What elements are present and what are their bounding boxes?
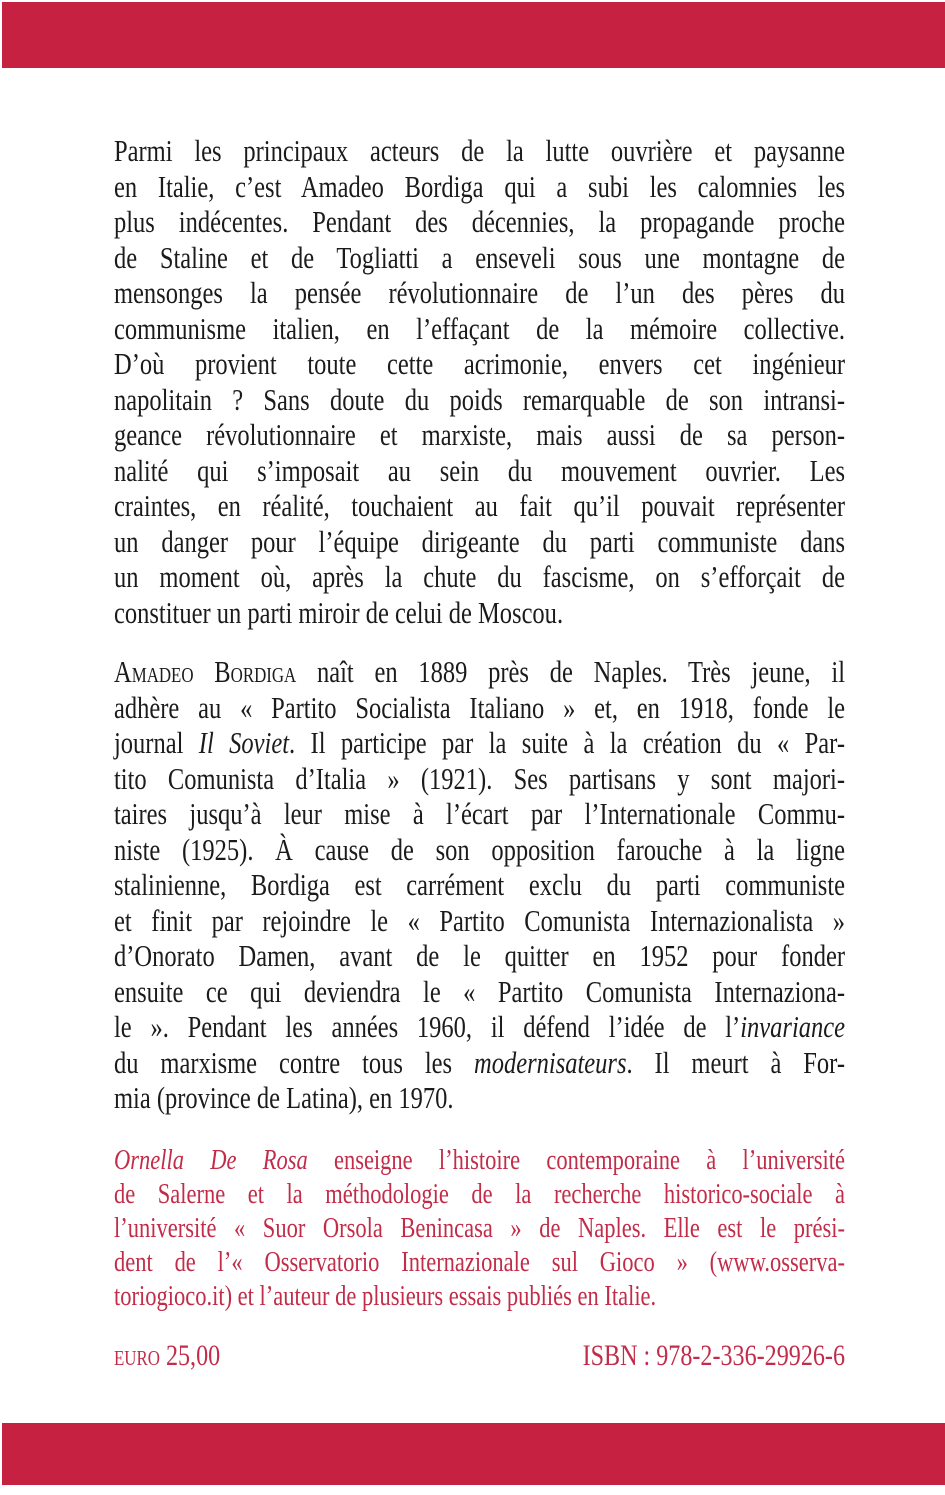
text-segment: Il Soviet — [198, 726, 290, 760]
text-line — [114, 1178, 845, 1212]
top-red-band — [2, 2, 945, 68]
price-value: 25,00 — [159, 1338, 221, 1372]
text-segment: modernisateurs — [474, 1045, 627, 1080]
text-segment: toriogioco.it) et l’auteur de plusieurs essais publiés en Italie. — [114, 1280, 657, 1312]
paragraph-list — [114, 134, 845, 1314]
text-line — [114, 1144, 845, 1178]
text-line — [114, 418, 845, 454]
text-line — [114, 347, 845, 383]
text-segment: geance révolutionnaire et marxiste, mais aussi de sa person- — [114, 418, 846, 452]
text-line — [114, 241, 845, 277]
text-line — [114, 454, 845, 490]
text-segment: . Il meurt à For- — [626, 1045, 846, 1080]
text-line — [114, 655, 845, 691]
text-segment: D’où provient toute cette acrimonie, envers cet ingénieur — [114, 347, 846, 381]
text-segment: dent de l’« Osservatorio Internazionale sul Gioco » (www.osserva- — [114, 1246, 846, 1278]
text-segment: . Il participe par la suite à la création du « Par- — [289, 726, 845, 760]
text-line — [114, 1246, 845, 1280]
text-line — [114, 489, 845, 525]
text-segment: napolitain ? Sans doute du poids remarquable de son intransi- — [114, 382, 846, 417]
text-segment: constituer un parti miroir de celui de Moscou. — [114, 595, 564, 630]
text-line — [114, 560, 845, 596]
text-line — [114, 596, 845, 632]
text-line — [114, 1212, 845, 1246]
text-line — [114, 1010, 845, 1046]
text-line — [114, 1046, 845, 1082]
text-segment: mensonges la pensée révolutionnaire de l’un des pères du — [114, 276, 846, 310]
text-segment: communisme italien, en l’effaçant de la mémoire collective. — [114, 311, 846, 346]
text-segment: enseigne l’histoire contemporaine à l’université — [307, 1144, 845, 1176]
text-segment: mia (province de Latina), en 1970. — [114, 1081, 454, 1115]
text-line — [114, 525, 845, 561]
text-segment: adhère au « Partito Socialista Italiano » et, en 1918, fonde le — [114, 690, 846, 725]
price-currency-label: euro — [114, 1338, 160, 1372]
text-segment: un danger pour l’équipe dirigeante du parti communiste dans — [114, 524, 846, 559]
text-segment: le ». Pendant les années 1960, il défend l’idée de l’ — [114, 1010, 741, 1044]
text-line — [114, 939, 845, 975]
text-segment: et finit par rejoindre le « Partito Comunista Internazionalista » — [114, 903, 846, 938]
text-line — [114, 904, 845, 940]
text-line — [114, 975, 845, 1011]
bottom-red-band — [2, 1423, 945, 1485]
text-segment: Parmi les principaux acteurs de la lutte ouvrière et paysanne — [114, 134, 846, 168]
paragraph-bio — [114, 655, 845, 1117]
text-segment: craintes, en réalité, touchaient au fait qu’il pouvait représenter — [114, 489, 846, 523]
text-segment: d’Onorato Damen, avant de le quitter en 1952 pour fonder — [114, 939, 846, 973]
text-line — [114, 1081, 845, 1117]
text-segment: tito Comunista d’Italia » (1921). Ses partisans y sont majori- — [114, 761, 846, 796]
text-line — [114, 134, 845, 170]
text-segment: ensuite ce qui deviendra le « Partito Comunista Internaziona- — [114, 974, 846, 1009]
text-segment: journal — [114, 726, 199, 760]
text-line — [114, 170, 845, 206]
text-line — [114, 726, 845, 762]
text-segment: naît en 1889 près de Naples. Très jeune, il — [296, 655, 846, 689]
text-segment: de Staline et de Togliatti a enseveli sous une montagne de — [114, 240, 846, 275]
text-segment: de Salerne et la méthodologie de la recherche historico-sociale à — [114, 1178, 846, 1210]
text-line — [114, 205, 845, 241]
text-segment: un moment où, après la chute du fascisme, on s’efforçait de — [114, 560, 846, 594]
condensed-text-wrap — [114, 134, 845, 1374]
price-isbn-row — [114, 1338, 845, 1374]
text-segment: nalité qui s’imposait au sein du mouvement ouvrier. Les — [114, 453, 846, 488]
text-segment: Amadeo Bordiga — [114, 655, 297, 689]
text-segment: plus indécentes. Pendant des décennies, la propagande proche — [114, 205, 846, 239]
text-segment: du marxisme contre tous les — [114, 1045, 475, 1080]
text-segment: l’université « Suor Orsola Benincasa » de Naples. Elle est le prési- — [114, 1212, 846, 1244]
text-line — [114, 312, 845, 348]
isbn-text: ISBN : 978-2-336-29926-6 — [582, 1338, 846, 1372]
text-line — [114, 797, 845, 833]
text-line — [114, 276, 845, 312]
text-segment: en Italie, c’est Amadeo Bordiga qui a subi les calomnies les — [114, 169, 846, 204]
text-line — [114, 383, 845, 419]
text-line — [114, 691, 845, 727]
text-line — [114, 1280, 845, 1314]
text-segment: Ornella De Rosa — [114, 1144, 308, 1176]
text-segment: taires jusqu’à leur mise à l’écart par l’Internationale Commu- — [114, 797, 846, 831]
text-line — [114, 868, 845, 904]
back-cover-text — [114, 134, 845, 1374]
paragraph-author — [114, 1144, 845, 1314]
paragraph-intro — [114, 134, 845, 631]
text-segment: invariance — [740, 1010, 846, 1044]
text-segment: stalinienne, Bordiga est carrément exclu du parti communiste — [114, 868, 846, 902]
text-segment: niste (1925). À cause de son opposition farouche à la ligne — [114, 832, 846, 867]
price-text — [114, 1338, 220, 1374]
text-line — [114, 762, 845, 798]
text-line — [114, 833, 845, 869]
